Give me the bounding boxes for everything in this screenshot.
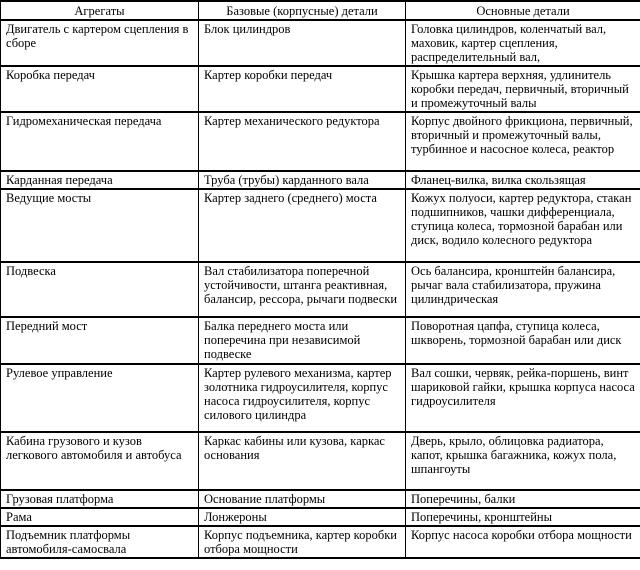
cell-main-parts: Корпус насоса коробки отбора мощности <box>406 526 640 558</box>
cell-base-parts: Картер заднего (среднего) моста <box>199 189 406 262</box>
cell-main-parts: Крышка картера верхняя, удлинитель коробки передач, первичный, вторичный и промежуточный валы <box>406 66 640 112</box>
cell-base-parts: Каркас кабины или кузова, каркас основания <box>199 432 406 490</box>
cell-aggregate: Рулевое управление <box>1 364 199 432</box>
cell-main-parts: Поперечины, балки <box>406 490 640 508</box>
cell-main-parts: Кожух полуоси, картер редуктора, стакан подшипников, чашки дифференциала, ступица колеса, тормозной барабан или диск, водило колесного редуктора <box>406 189 640 262</box>
cell-aggregate: Коробка передач <box>1 66 199 112</box>
table-row <box>1 508 640 526</box>
table-row <box>1 490 640 508</box>
header-cell-base-parts: Базовые (корпусные) детали <box>199 1 406 20</box>
table-row <box>1 262 640 317</box>
cell-base-parts: Вал стабилизатора поперечной устойчивости, штанга реактивная, балансир, рессора, рычаги подвески <box>199 262 406 317</box>
cell-aggregate: Рама <box>1 508 199 526</box>
cell-base-parts: Картер механического редуктора <box>199 112 406 171</box>
cell-base-parts: Картер коробки передач <box>199 66 406 112</box>
table-row <box>1 364 640 432</box>
cell-main-parts: Вал сошки, червяк, рейка-поршень, винт шариковой гайки, крышка корпуса насоса гидроусилителя <box>406 364 640 432</box>
table-row <box>1 317 640 364</box>
cell-aggregate: Передний мост <box>1 317 199 364</box>
cell-main-parts: Фланец-вилка, вилка скользящая <box>406 171 640 189</box>
cell-main-parts: Корпус двойного фрикциона, первичный, вторичный и промежуточный валы, турбинное и насосное колеса, реактор <box>406 112 640 171</box>
cell-base-parts: Балка переднего моста или поперечина при независимой подвеске <box>199 317 406 364</box>
cell-aggregate: Кабина грузового и кузов легкового автомобиля и автобуса <box>1 432 199 490</box>
header-cell-main-parts: Основные детали <box>406 1 640 20</box>
cell-base-parts: Основание платформы <box>199 490 406 508</box>
cell-main-parts: Головка цилиндров, коленчатый вал, маховик, картер сцепления, распределительный вал, <box>406 20 640 66</box>
table-row <box>1 432 640 490</box>
cell-aggregate: Ведущие мосты <box>1 189 199 262</box>
cell-base-parts: Блок цилиндров <box>199 20 406 66</box>
cell-aggregate: Подвеска <box>1 262 199 317</box>
cell-base-parts: Картер рулевого механизма, картер золотника гидроусилителя, корпус насоса гидроусилителя, корпус силового цилиндра <box>199 364 406 432</box>
cell-aggregate: Подъемник платформы автомобиля-самосвала <box>1 526 199 558</box>
table-header-row <box>1 1 640 20</box>
cell-aggregate: Карданная передача <box>1 171 199 189</box>
cell-base-parts: Корпус подъемника, картер коробки отбора мощности <box>199 526 406 558</box>
cell-aggregate: Грузовая платформа <box>1 490 199 508</box>
cell-main-parts: Ось балансира, кронштейн балансира, рычаг вала стабилизатора, пружина цилиндрическая <box>406 262 640 317</box>
table-row <box>1 66 640 112</box>
cell-base-parts: Лонжероны <box>199 508 406 526</box>
cell-main-parts: Дверь, крыло, облицовка радиатора, капот, крышка багажника, кожух пола, шпангоуты <box>406 432 640 490</box>
cell-aggregate: Двигатель с картером сцепления в сборе <box>1 20 199 66</box>
table-row <box>1 189 640 262</box>
cell-main-parts: Поперечины, кронштейны <box>406 508 640 526</box>
table-row <box>1 171 640 189</box>
cell-aggregate: Гидромеханическая передача <box>1 112 199 171</box>
table-row <box>1 112 640 171</box>
table-row <box>1 526 640 558</box>
header-cell-aggregates: Агрегаты <box>1 1 199 20</box>
cell-base-parts: Труба (трубы) карданного вала <box>199 171 406 189</box>
cell-main-parts: Поворотная цапфа, ступица колеса, шкворень, тормозной барабан или диск <box>406 317 640 364</box>
table-row <box>1 20 640 66</box>
